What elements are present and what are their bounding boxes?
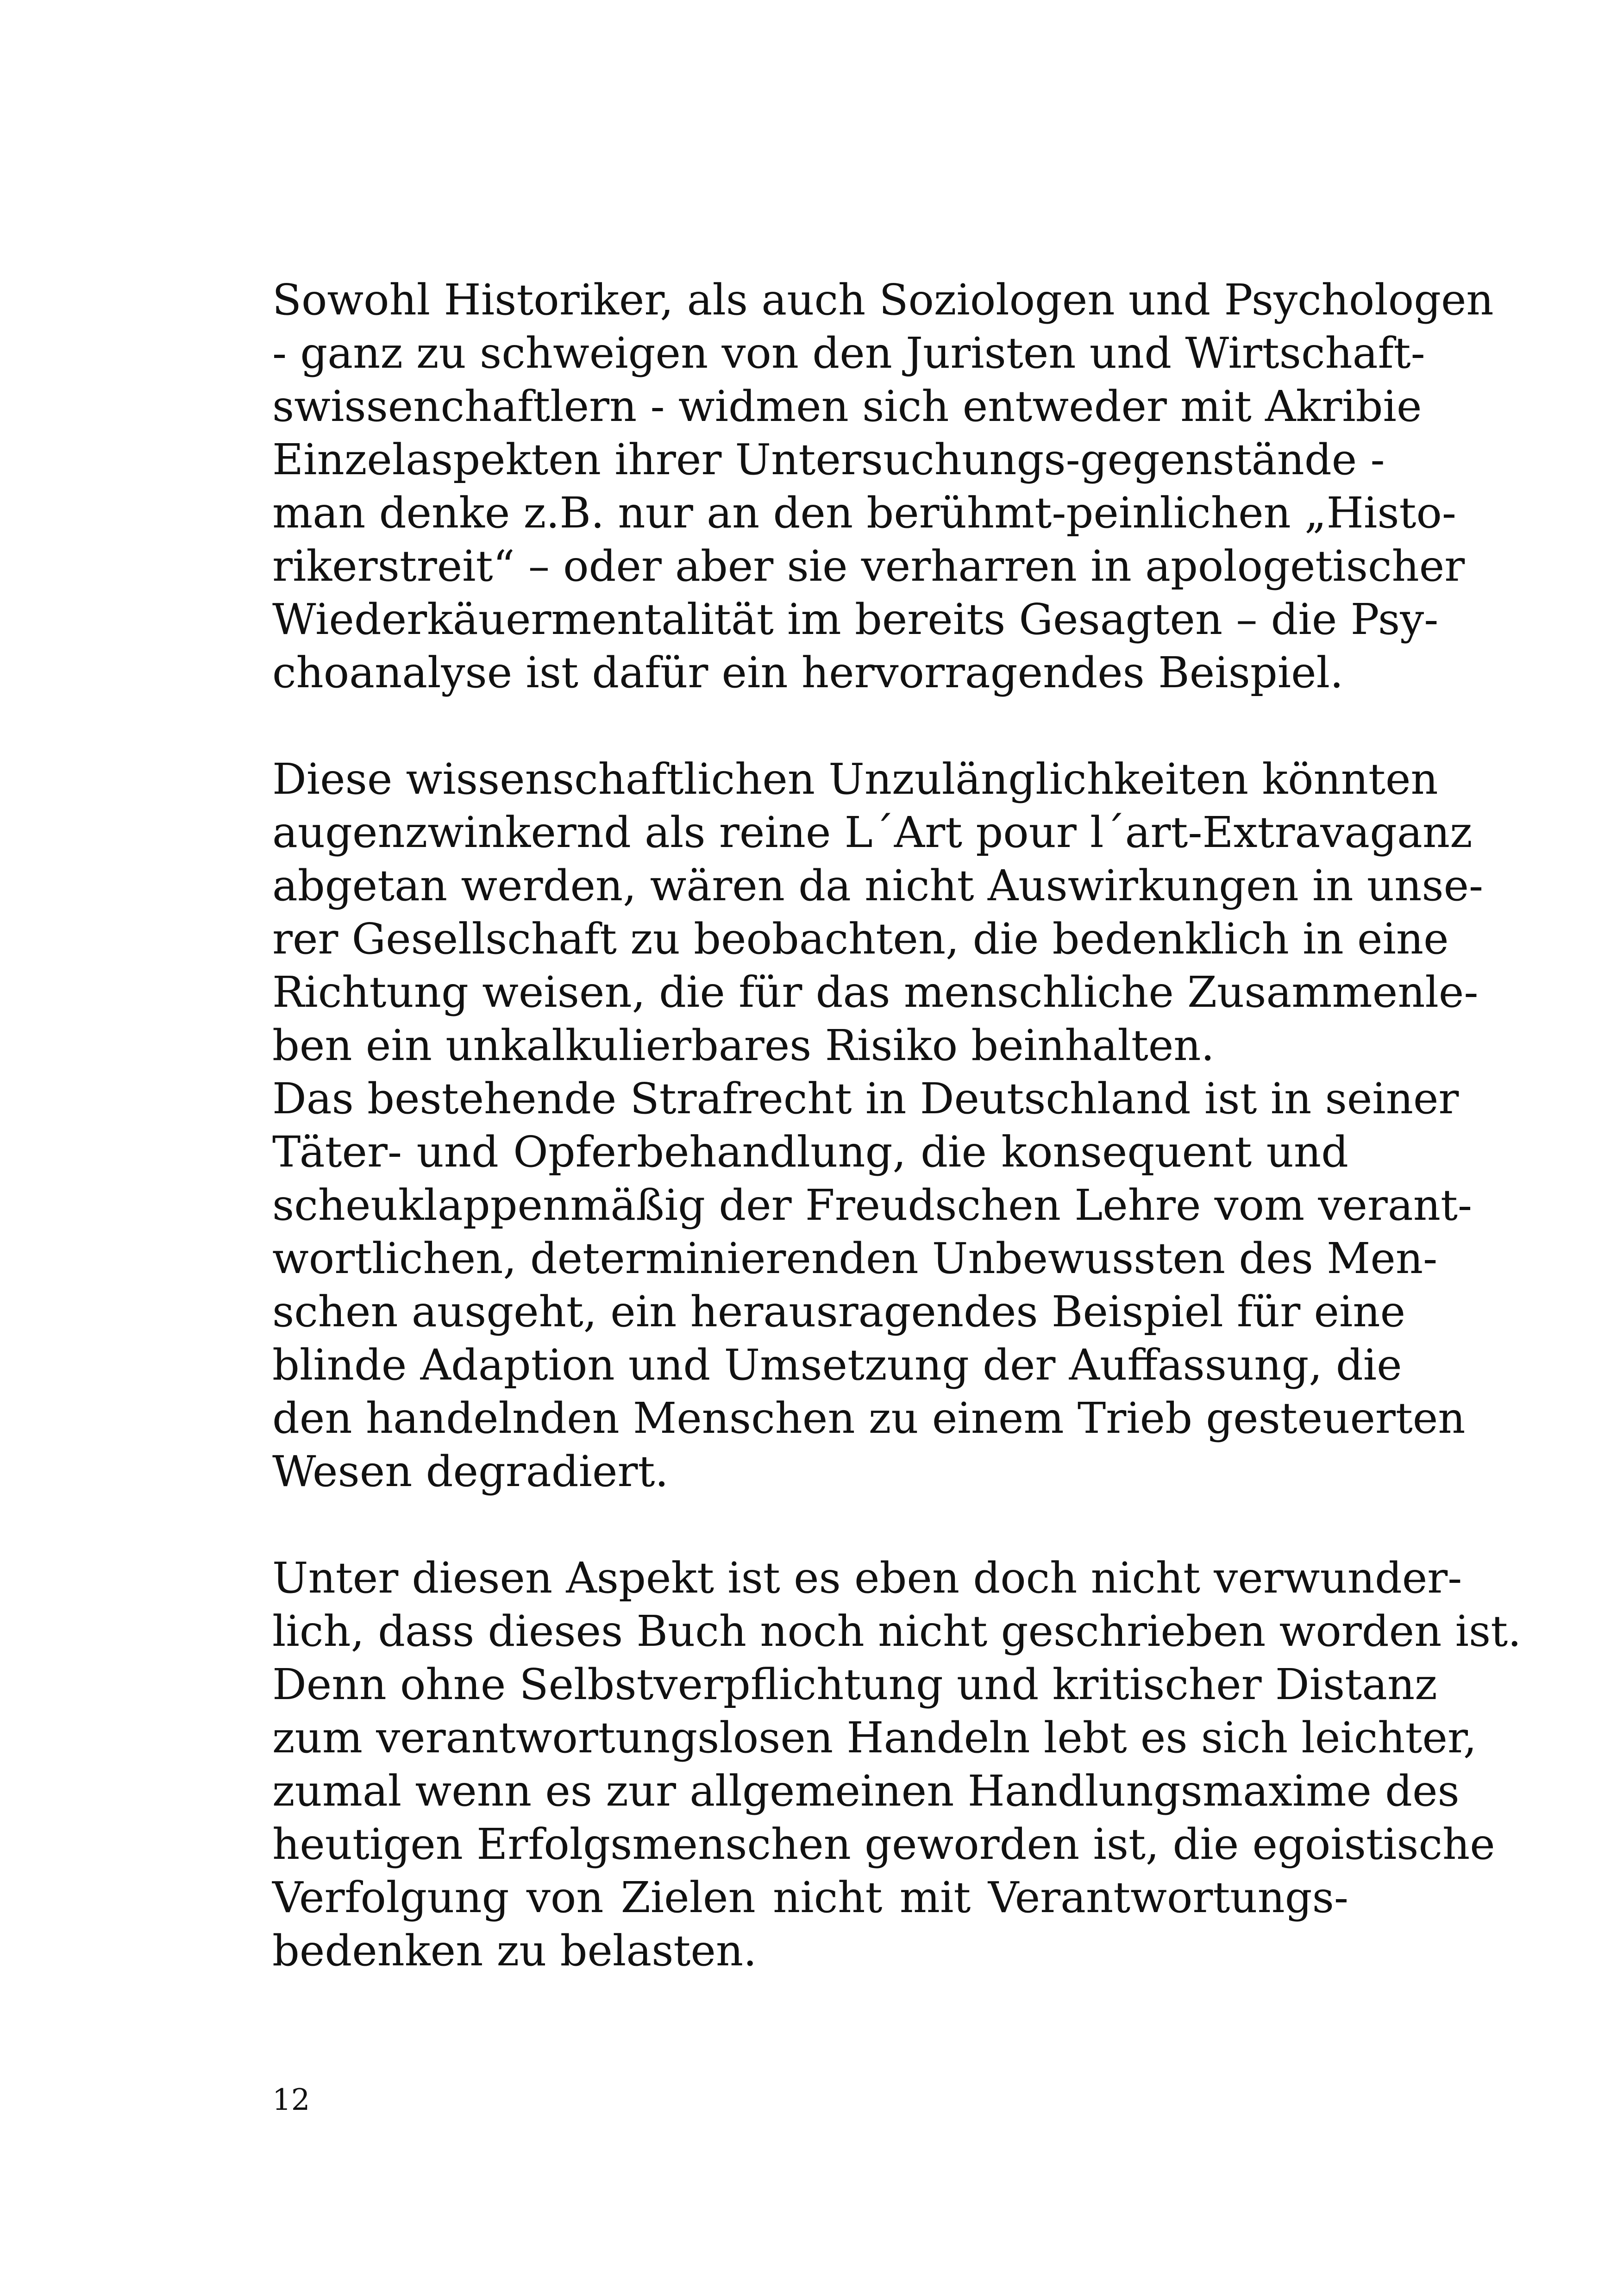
text-line: lich, dass dieses Buch noch nicht geschrieben worden ist. — [272, 1606, 1522, 1656]
text-line: den handelnden Menschen zu einem Trieb gesteuerten — [272, 1393, 1466, 1443]
text-line: rikerstreit“ – oder aber sie verharren in apologetischer — [272, 541, 1465, 591]
text-line: blinde Adaption und Umsetzung der Auffassung, die — [272, 1340, 1402, 1390]
text-line: Diese wissenschaftlichen Unzulänglichkeiten könnten — [272, 754, 1438, 804]
text-line: man denke z.B. nur an den berühmt-peinlichen „Histo- — [272, 488, 1456, 538]
text-line: Das bestehende Strafrecht in Deutschland ist in seiner — [272, 1074, 1459, 1123]
paragraph-gap — [272, 1498, 1348, 1551]
text-line: - ganz zu schweigen von den Juristen und Wirtschaft- — [272, 328, 1425, 378]
text-line: Verfolgung von Zielen nicht mit Verantwortungs- — [272, 1873, 1348, 1922]
text-line: ben ein unkalkulierbares Risiko beinhalten. — [272, 1021, 1215, 1070]
paragraph-2 — [272, 753, 1484, 1072]
text-line: Unter diesen Aspekt ist es eben doch nicht verwunder- — [272, 1553, 1462, 1603]
text-line: abgetan werden, wären da nicht Auswirkungen in unse- — [272, 861, 1484, 910]
text-line: zumal wenn es zur allgemeinen Handlungsmaxime des — [272, 1766, 1460, 1816]
text-line: swissenchaftlern - widmen sich entweder mit Akribie — [272, 382, 1422, 431]
text-line: rer Gesellschaft zu beobachten, die bedenklich in eine — [272, 914, 1449, 964]
text-line: Wiederkäuermentalität im bereits Gesagten – die Psy- — [272, 595, 1439, 644]
text-line: wortlichen, determinierenden Unbewussten des Men- — [272, 1234, 1438, 1283]
text-line: schen ausgeht, ein herausragendes Beispiel für eine — [272, 1287, 1406, 1336]
text-line: Täter- und Opferbehandlung, die konsequent und — [272, 1127, 1348, 1177]
page-number: 12 — [272, 2083, 310, 2117]
text-line: heutigen Erfolgsmenschen geworden ist, die egoistische — [272, 1819, 1495, 1869]
text-line: choanalyse ist dafür ein hervorragendes Beispiel. — [272, 648, 1344, 697]
body-text — [272, 273, 1522, 1977]
paragraph-3 — [272, 1072, 1473, 1498]
paragraph-1 — [272, 273, 1494, 699]
text-line: Richtung weisen, die für das menschliche Zusammenle- — [272, 967, 1479, 1017]
text-line: Denn ohne Selbstverpflichtung und kritischer Distanz — [272, 1660, 1437, 1709]
paragraph-gap — [272, 699, 1348, 753]
paragraph-4 — [272, 1551, 1522, 1977]
text-line: Sowohl Historiker, als auch Soziologen und Psychologen — [272, 275, 1494, 325]
text-line: Wesen degradiert. — [272, 1447, 669, 1496]
text-line: augenzwinkernd als reine L´Art pour l´art-Extravaganz — [272, 808, 1473, 857]
text-line: scheuklappenmäßig der Freudschen Lehre vom verant- — [272, 1180, 1473, 1230]
text-line: zum verantwortungslosen Handeln lebt es sich leichter, — [272, 1713, 1477, 1763]
text-line: Einzelaspekten ihrer Untersuchungs-gegenstände - — [272, 435, 1385, 484]
text-line: bedenken zu belasten. — [272, 1926, 757, 1976]
